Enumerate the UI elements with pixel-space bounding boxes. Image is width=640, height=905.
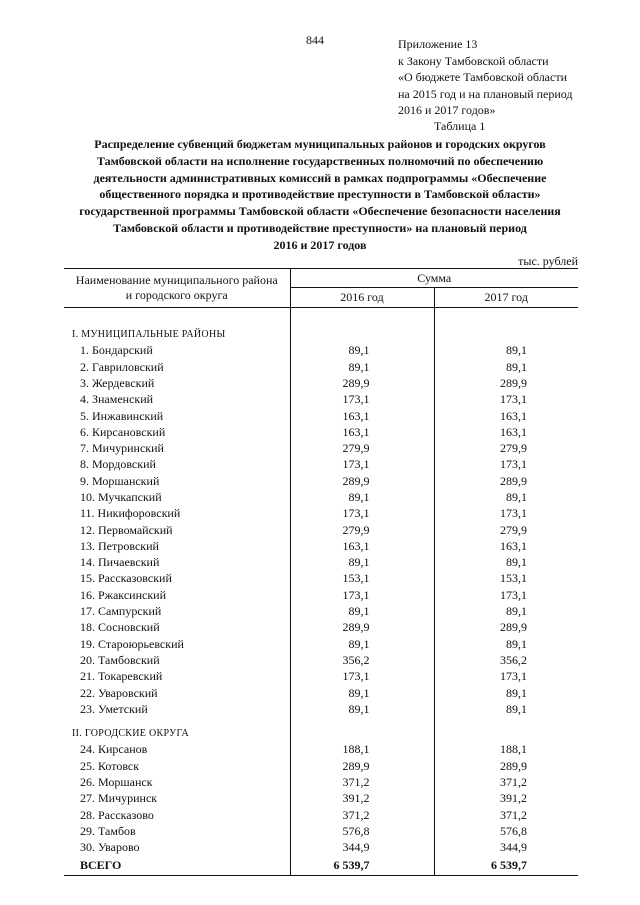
row-name: 8. Мордовский: [64, 456, 290, 472]
row-name: 7. Мичуринский: [64, 440, 290, 456]
table-row: [64, 505, 578, 521]
row-value-2017: 173,1: [500, 669, 527, 684]
row-value-2017: 289,9: [500, 620, 527, 635]
row-value-2016: 279,9: [290, 440, 434, 456]
table-row: [64, 741, 578, 757]
table-row: [64, 489, 578, 505]
row-value-2017: 356,2: [500, 652, 527, 667]
table-row: [64, 375, 578, 391]
row-value-2016: 89,1: [290, 603, 434, 619]
row-value-2017: 279,9: [500, 522, 527, 537]
appendix-line: к Закону Тамбовской области: [398, 53, 549, 68]
row-name: 10. Мучкапский: [64, 489, 290, 505]
title-line: Тамбовской области на исполнение государственных полномочий по обеспечению: [96, 153, 544, 168]
title-line: 2016 и 2017 годов: [273, 237, 367, 252]
row-value-2016: 371,2: [290, 774, 434, 790]
row-name: 30. Уварово: [64, 839, 290, 855]
row-name: 17. Сампурский: [64, 603, 290, 619]
row-value-2017: 89,1: [506, 701, 527, 716]
row-value-2016: 173,1: [290, 505, 434, 521]
row-name: 14. Пичаевский: [64, 554, 290, 570]
row-name: 5. Инжавинский: [64, 407, 290, 423]
table-row: [64, 701, 578, 717]
row-value-2017: 153,1: [500, 571, 527, 586]
row-value-2017: 371,2: [500, 774, 527, 789]
column-header-name: [64, 269, 290, 308]
row-name: 15. Рассказовский: [64, 570, 290, 586]
row-name: 19. Староюрьевский: [64, 636, 290, 652]
row-value-2016: 173,1: [290, 587, 434, 603]
row-value-2017: 89,1: [506, 359, 527, 374]
row-name: 26. Моршанск: [64, 774, 290, 790]
table-row: [64, 823, 578, 839]
table-row: [64, 668, 578, 684]
section-empty-cell: [290, 308, 434, 343]
column-header-2016: 2016 год: [290, 288, 434, 308]
table-label: Таблица 1: [434, 119, 486, 133]
row-value-2017: 289,9: [500, 758, 527, 773]
row-name: 1. Бондарский: [64, 342, 290, 358]
table-row: [64, 790, 578, 806]
row-name: 23. Уметский: [64, 701, 290, 717]
row-value-2016: 289,9: [290, 473, 434, 489]
row-value-2016: 89,1: [290, 358, 434, 374]
section-header-row: [64, 725, 578, 741]
table-row: [64, 636, 578, 652]
row-name: 3. Жердевский: [64, 375, 290, 391]
table-row: [64, 554, 578, 570]
row-value-2017: 89,1: [506, 343, 527, 358]
row-name: 6. Кирсановский: [64, 424, 290, 440]
row-value-2016: 89,1: [290, 684, 434, 700]
row-value-2017: 163,1: [500, 424, 527, 439]
row-name: 4. Знаменский: [64, 391, 290, 407]
table-row: [64, 342, 578, 358]
section-empty-cell: [434, 725, 578, 741]
row-value-2017: 163,1: [500, 538, 527, 553]
row-value-2017: 173,1: [500, 392, 527, 407]
spacer-cell: [64, 717, 290, 725]
row-value-2017: 89,1: [506, 685, 527, 700]
page-number: 844: [306, 33, 324, 47]
row-name: 24. Кирсанов: [64, 741, 290, 757]
row-name: 18. Сосновский: [64, 619, 290, 635]
row-value-2017: 289,9: [500, 375, 527, 390]
row-value-2017: 89,1: [506, 604, 527, 619]
row-name: 22. Уваровский: [64, 684, 290, 700]
title-line: деятельности административных комиссий в рамках подпрограммы «Обеспечение: [93, 170, 547, 185]
section-empty-cell: [434, 308, 578, 343]
row-name: 12. Первомайский: [64, 521, 290, 537]
document-title: [40, 136, 600, 254]
row-value-2016: 173,1: [290, 391, 434, 407]
row-value-2016: 279,9: [290, 521, 434, 537]
row-value-2016: 289,9: [290, 375, 434, 391]
row-value-2016: 163,1: [290, 407, 434, 423]
row-name: 20. Тамбовский: [64, 652, 290, 668]
title-line: Тамбовской области и противодействие преступности» на плановый период: [113, 220, 527, 235]
table-row: [64, 806, 578, 822]
table-row: [64, 391, 578, 407]
section-title: II. ГОРОДСКИЕ ОКРУГА: [64, 725, 290, 741]
row-name: 21. Токаревский: [64, 668, 290, 684]
table-row: [64, 839, 578, 855]
table-row: [64, 358, 578, 374]
table-row: [64, 521, 578, 537]
row-value-2016: 391,2: [290, 790, 434, 806]
table-row: [64, 570, 578, 586]
row-name: 2. Гавриловский: [64, 358, 290, 374]
row-name: 29. Тамбов: [64, 823, 290, 839]
row-value-2017: 391,2: [500, 791, 527, 806]
title-line: общественного порядка и противодействие преступности в Тамбовской области»: [99, 187, 541, 202]
row-value-2017: 89,1: [506, 636, 527, 651]
row-value-2016: 163,1: [290, 424, 434, 440]
appendix-line: на 2015 год и на плановый период: [398, 86, 573, 101]
row-value-2017: 163,1: [500, 408, 527, 423]
row-name: 28. Рассказово: [64, 806, 290, 822]
column-header-2017: 2017 год: [434, 288, 578, 308]
table-row: [64, 619, 578, 635]
row-name: 25. Котовск: [64, 758, 290, 774]
total-row: [64, 855, 578, 876]
table-row: [64, 603, 578, 619]
row-value-2016: 173,1: [290, 668, 434, 684]
table-row: [64, 587, 578, 603]
table-row: [64, 440, 578, 456]
total-value-2016: 6 539,7: [290, 855, 434, 876]
row-value-2017: 289,9: [500, 473, 527, 488]
row-name: 9. Моршанский: [64, 473, 290, 489]
units-label: тыс. рублей: [518, 254, 578, 268]
section-title: I. МУНИЦИПАЛЬНЫЕ РАЙОНЫ: [64, 308, 290, 343]
spacer-row: [64, 717, 578, 725]
row-value-2016: 89,1: [290, 701, 434, 717]
column-header-name-line1: Наименование муниципального района: [75, 273, 278, 287]
section-empty-cell: [290, 725, 434, 741]
total-value-2017: 6 539,7: [434, 855, 578, 876]
subsidy-table: [64, 268, 578, 876]
table-row: [64, 473, 578, 489]
row-value-2016: 289,9: [290, 758, 434, 774]
table-body: [64, 308, 578, 876]
table-row: [64, 538, 578, 554]
table-row: [64, 424, 578, 440]
row-value-2016: 173,1: [290, 456, 434, 472]
row-value-2017: 173,1: [500, 587, 527, 602]
table-row: [64, 758, 578, 774]
row-value-2016: 289,9: [290, 619, 434, 635]
title-line: государственной программы Тамбовской области «Обеспечение безопасности населения: [79, 204, 561, 219]
appendix-line: «О бюджете Тамбовской области: [398, 70, 567, 84]
row-name: 16. Ржаксинский: [64, 587, 290, 603]
row-value-2016: 89,1: [290, 636, 434, 652]
row-value-2016: 89,1: [290, 489, 434, 505]
row-value-2016: 344,9: [290, 839, 434, 855]
spacer-cell: [290, 717, 434, 725]
row-value-2016: 576,8: [290, 823, 434, 839]
appendix-line: Приложение 13: [398, 37, 478, 51]
row-value-2016: 163,1: [290, 538, 434, 554]
row-value-2017: 279,9: [500, 441, 527, 456]
column-header-sum: Сумма: [290, 269, 578, 288]
row-value-2016: 356,2: [290, 652, 434, 668]
spacer-cell: [434, 717, 578, 725]
row-value-2017: 344,9: [500, 840, 527, 855]
row-name: 13. Петровский: [64, 538, 290, 554]
row-value-2017: 188,1: [500, 742, 527, 757]
row-value-2016: 371,2: [290, 806, 434, 822]
row-value-2016: 89,1: [290, 342, 434, 358]
row-value-2017: 371,2: [500, 807, 527, 822]
table-row: [64, 456, 578, 472]
section-header-row: [64, 308, 578, 343]
row-value-2017: 89,1: [506, 555, 527, 570]
table-row: [64, 684, 578, 700]
row-value-2017: 89,1: [506, 490, 527, 504]
row-name: 11. Никифоровский: [64, 505, 290, 521]
row-value-2017: 173,1: [500, 506, 527, 521]
row-value-2017: 576,8: [500, 823, 527, 838]
table-row: [64, 407, 578, 423]
row-value-2016: 89,1: [290, 554, 434, 570]
title-line: Распределение субвенций бюджетам муниципальных районов и городских округов: [94, 137, 546, 151]
row-name: 27. Мичуринск: [64, 790, 290, 806]
appendix-reference: [398, 36, 573, 119]
row-value-2016: 188,1: [290, 741, 434, 757]
table-row: [64, 774, 578, 790]
appendix-line: 2016 и 2017 годов»: [398, 103, 496, 117]
table-row: [64, 652, 578, 668]
total-label: ВСЕГО: [64, 855, 290, 876]
row-value-2017: 173,1: [500, 457, 527, 472]
row-value-2016: 153,1: [290, 570, 434, 586]
column-header-name-line2: и городского округа: [125, 288, 228, 302]
